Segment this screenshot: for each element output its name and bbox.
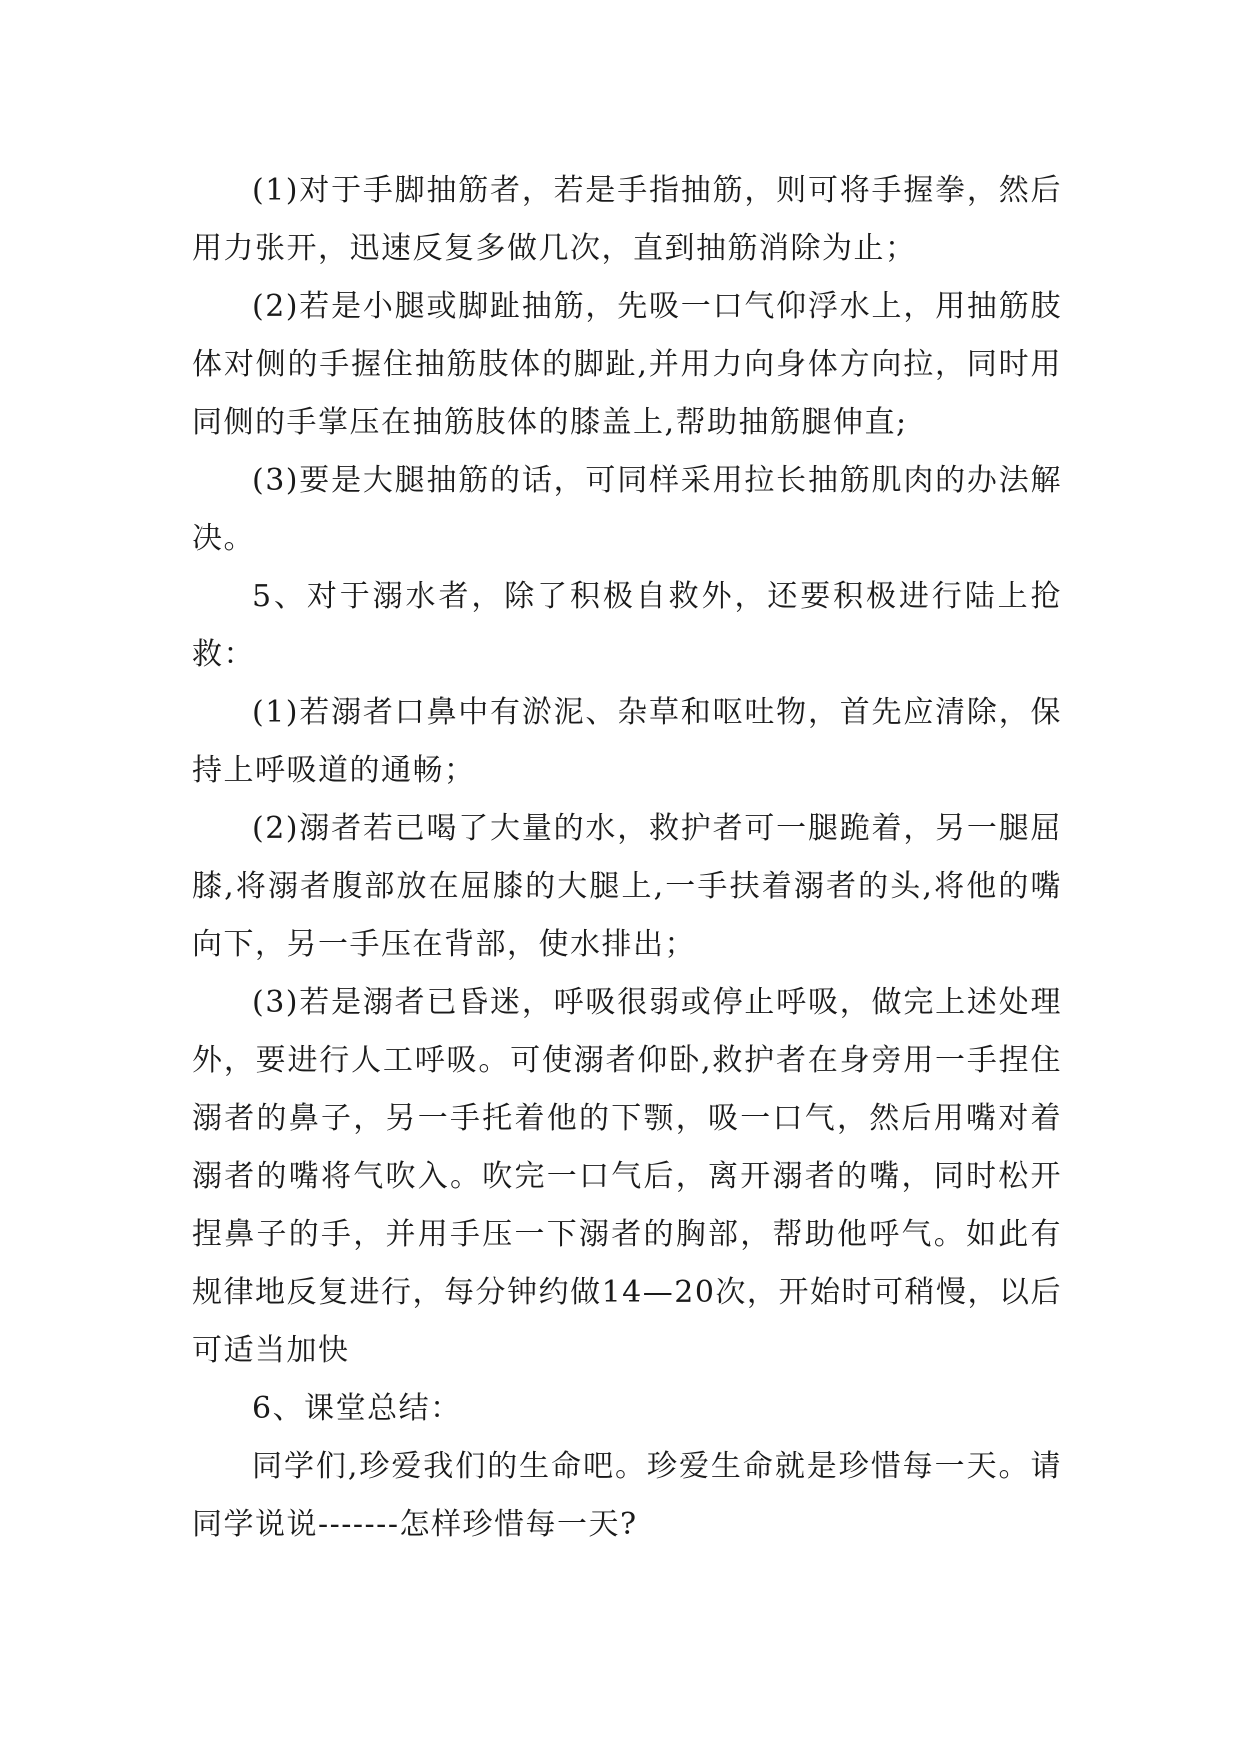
paragraph-clear-airway: (1)若溺者口鼻中有淤泥、杂草和呕吐物，首先应清除，保持上呼吸道的通畅； xyxy=(192,695,1062,788)
paragraph-cramp-thigh: (3)要是大腿抽筋的话，可同样采用拉长抽筋肌肉的办法解决。 xyxy=(192,463,1062,556)
paragraph-summary: 同学们,珍爱我们的生命吧。珍爱生命就是珍惜每一天。请同学说说-------怎样珍惜每一天? xyxy=(192,1449,1062,1542)
document-body xyxy=(192,162,1062,1554)
paragraph-section-6: 6、课堂总结： xyxy=(252,1391,462,1426)
paragraph-cramp-calf: (2)若是小腿或脚趾抽筋，先吸一口气仰浮水上，用抽筋肢体对侧的手握住抽筋肢体的脚趾,并用力向身体方向拉，同时用同侧的手掌压在抽筋肢体的膝盖上,帮助抽筋腿伸直; xyxy=(192,289,1062,440)
paragraph-artificial-respiration: (3)若是溺者已昏迷，呼吸很弱或停止呼吸，做完上述处理外，要进行人工呼吸。可使溺者仰卧,救护者在身旁用一手捏住溺者的鼻子，另一手托着他的下颚，吸一口气，然后用嘴对着溺者的嘴将气吹入。吹完一口气后，离开溺者的嘴，同时松开捏鼻子的手，并用手压一下溺者的胸部，帮助他呼气。如此有规律地反复进行，每分钟约做14—20次，开始时可稍慢，以后可适当加快 xyxy=(192,985,1062,1368)
paragraph-cramp-hand: (1)对于手脚抽筋者，若是手指抽筋，则可将手握拳，然后用力张开，迅速反复多做几次，直到抽筋消除为止； xyxy=(192,173,1062,266)
paragraph-section-5: 5、对于溺水者，除了积极自救外，还要积极进行陆上抢救： xyxy=(192,579,1062,672)
paragraph-drain-water: (2)溺者若已喝了大量的水，救护者可一腿跪着，另一腿屈膝,将溺者腹部放在屈膝的大腿上,一手扶着溺者的头,将他的嘴向下，另一手压在背部，使水排出； xyxy=(192,811,1062,962)
